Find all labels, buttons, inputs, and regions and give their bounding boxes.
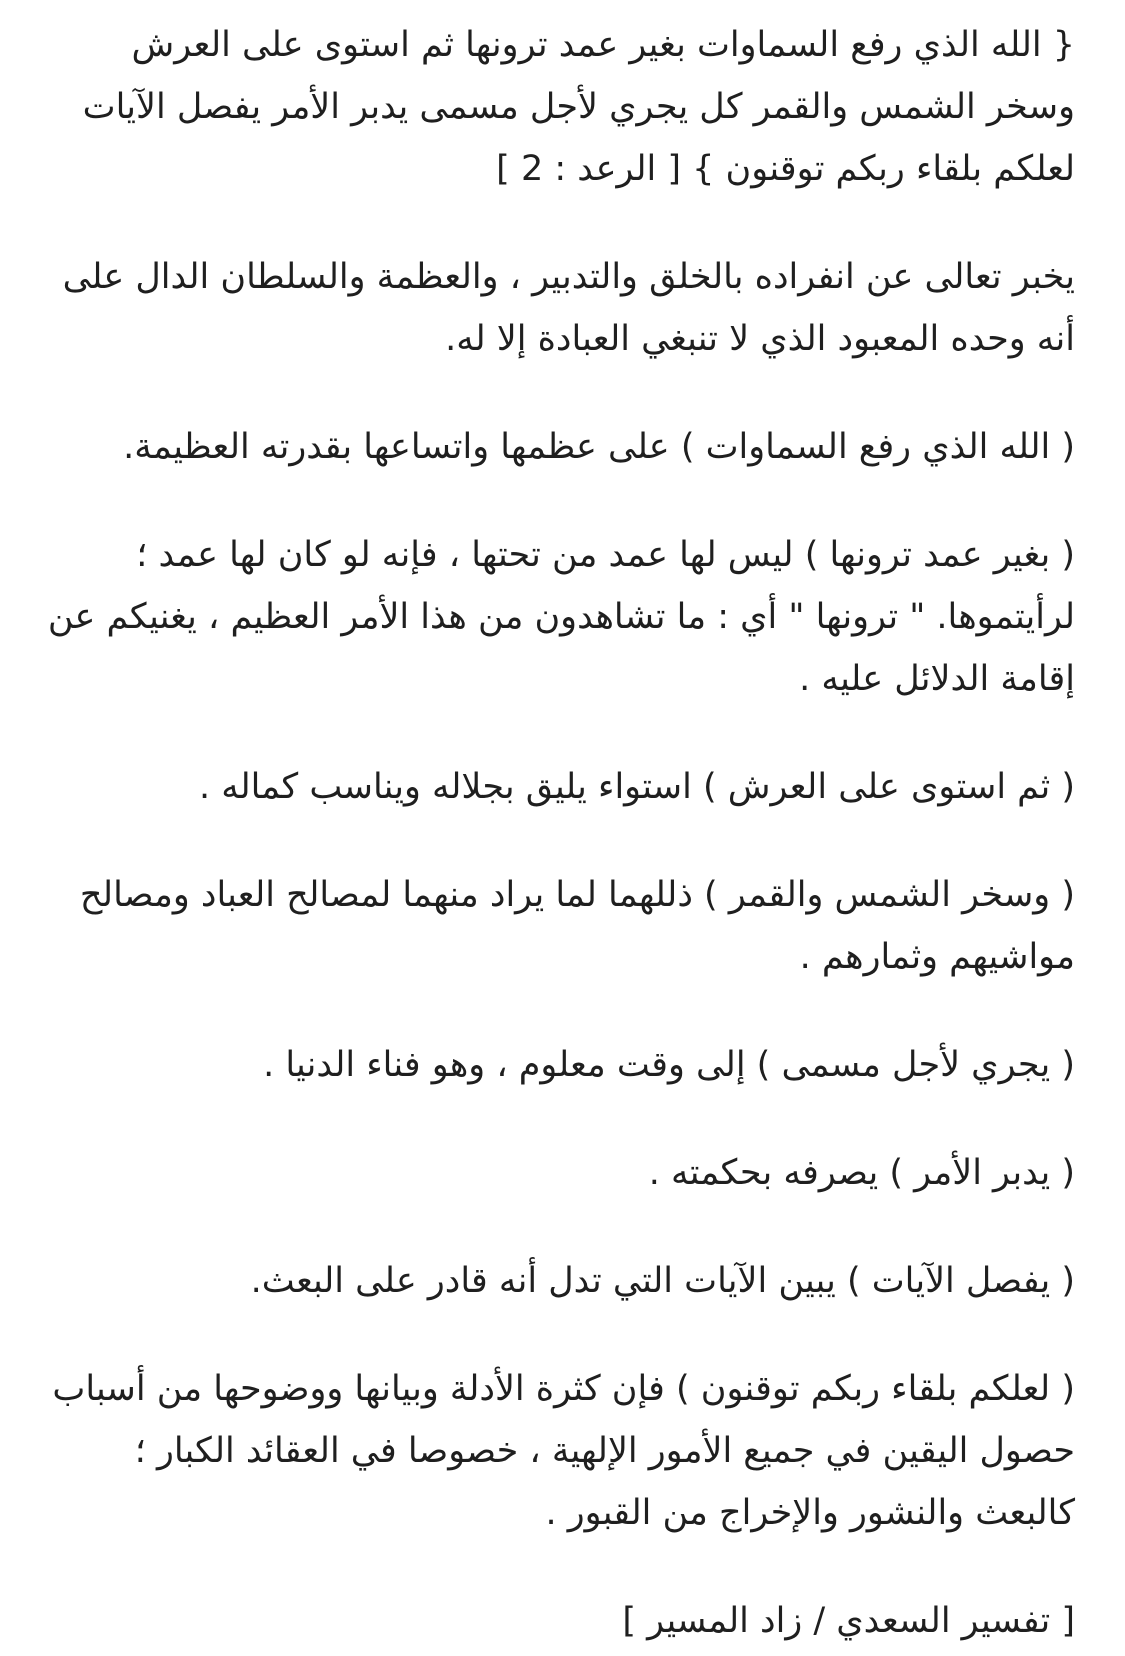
tafsir-paragraph-4: ( وسخر الشمس والقمر ) ذللهما لما يراد منهما لمصالح العباد ومصالح مواشيهم وثمارهم .	[79, 875, 1075, 977]
tafsir-paragraph-7: ( يفصل الآيات ) يبين الآيات التي تدل أنه قادر على البعث.	[250, 1261, 1075, 1301]
verse-paragraph: { الله الذي رفع السماوات بغير عمد ترونها ثم استوى على العرش وسخر الشمس والقمر كل يجري لأجل مسمى يدبر الأمر يفصل الآيات لعلكم بلقاء ربكم توقنون } [ الرعد : 2 ]	[82, 25, 1075, 189]
intro-paragraph: يخبر تعالى عن انفراده بالخلق والتدبير ، والعظمة والسلطان الدال على أنه وحده المعبود الذي لا تنبغي العبادة إلا له.	[62, 257, 1075, 359]
tafsir-paragraph-2: ( بغير عمد ترونها ) ليس لها عمد من تحتها ، فإنه لو كان لها عمد ؛ لرأيتموها. " ترونها " أي : ما تشاهدون من هذا الأمر العظيم ، يغنيكم عن إقامة الدلائل عليه .	[47, 535, 1075, 699]
tafsir-paragraph-8: ( لعلكم بلقاء ربكم توقنون ) فإن كثرة الأدلة وبيانها ووضوحها من أسباب حصول اليقين في جميع الأمور الإلهية ، خصوصا في العقائد الكبار ؛ كالبعث والنشور والإخراج من القبور .	[52, 1369, 1075, 1533]
tafsir-paragraph-1: ( الله الذي رفع السماوات ) على عظمها واتساعها بقدرته العظيمة.	[123, 427, 1075, 467]
tafsir-paragraph-3: ( ثم استوى على العرش ) استواء يليق بجلاله ويناسب كماله .	[198, 767, 1075, 807]
tafsir-paragraph-6: ( يدبر الأمر ) يصرفه بحكمته .	[648, 1153, 1075, 1193]
tafsir-paragraph-5: ( يجري لأجل مسمى ) إلى وقت معلوم ، وهو فناء الدنيا .	[263, 1045, 1075, 1085]
source-citation: [ تفسير السعدي / زاد المسير ]	[622, 1601, 1075, 1641]
